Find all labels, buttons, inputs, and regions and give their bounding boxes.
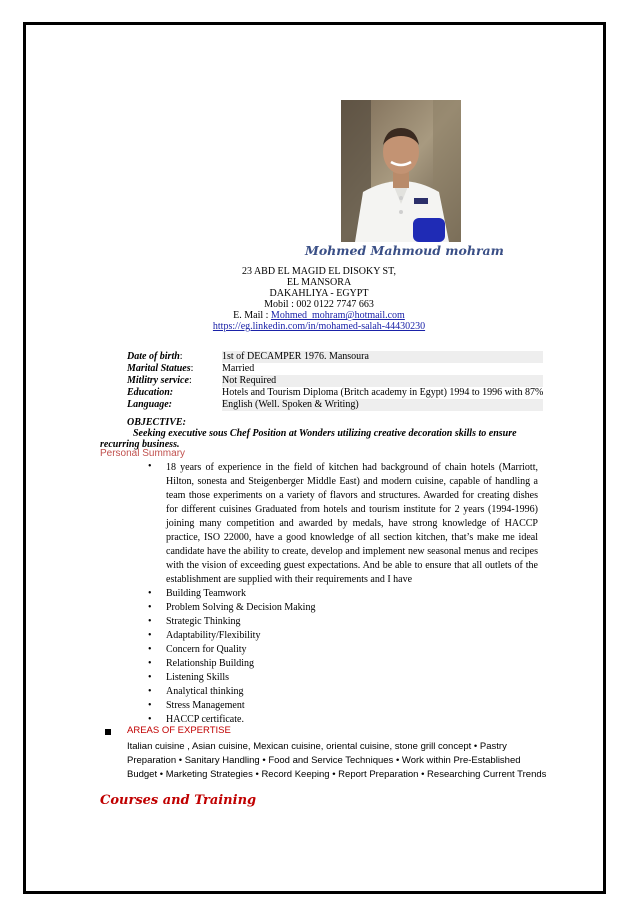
list-item: • Strategic Thinking (148, 616, 241, 627)
personal-summary-heading: Personal Summary (100, 448, 186, 459)
address-line-2: EL MANSORA (286, 277, 352, 288)
mobile-number: Mobil : 002 0122 7747 663 (264, 299, 374, 310)
summary-paragraph: 18 years of experience in the field of kitchen had background of chain hotels (Marriott, Hilton, sonesta and Steigenberger Middle East) and modern cuisine, capable of handling a team those experiments on a variety of flavors and structures. Awarded for creating dishes for different cuisines Graduated from hotels and tourism institute for 2 years (1994-1996) joining many competition and awarded by medals, have strong knowledge of HACCP practice, ISO 22000, have a good knowledge of all section kitchen, that’s make me ideal candidate have the ability to create, develop and implement new seasonal menus and recipes with the vision of exceeding guest expectations. And be able to ensure that all outlets of the establishment are supplied with their requirements and I have (166, 462, 538, 585)
bullet-icon: • (148, 686, 152, 697)
info-label: Education: (127, 387, 174, 398)
info-row (127, 363, 543, 375)
info-row (127, 375, 543, 387)
address-line-1: 23 ABD EL MAGID EL DISOKY ST, (242, 266, 396, 277)
list-item: • Concern for Quality (148, 644, 247, 655)
list-item: • Stress Management (148, 700, 245, 711)
areas-of-expertise-heading: AREAS OF EXPERTISE (127, 725, 231, 736)
info-row (127, 351, 543, 363)
info-value: 1st of DECAMPER 1976. Mansoura (222, 351, 543, 363)
bullet-icon: • (148, 714, 152, 725)
email-link[interactable]: Mohmed_mohram@hotmail.com (270, 310, 405, 321)
info-value: Not Required (222, 375, 543, 387)
bullet-icon: • (148, 672, 152, 683)
bullet-icon: • (148, 700, 152, 711)
courses-heading: Courses and Training (100, 793, 257, 808)
linkedin-link[interactable]: https://eg.linkedin.com/in/mohamed-salah-44430230 (212, 321, 426, 332)
list-item: • Listening Skills (148, 672, 230, 683)
email-label: E. Mail : (233, 310, 271, 321)
info-label: Language: (127, 399, 172, 410)
bullet-icon: • (148, 630, 152, 641)
bullet-icon: • (148, 644, 152, 655)
info-label: Mitlitry service: (127, 375, 192, 386)
skills-list (148, 587, 315, 727)
info-value: Hotels and Tourism Diploma (Britch academy in Egypt) 1994 to 1996 with 87% (222, 387, 544, 398)
info-label: Marital Statues: (127, 363, 194, 374)
linkedin-line (0, 321, 638, 332)
address-line-3: DAKAHLIYA - EGYPT (269, 288, 369, 299)
info-row (127, 387, 543, 399)
profile-photo (341, 100, 461, 242)
personal-info-table (127, 351, 543, 411)
info-label: Date of birth: (127, 351, 183, 362)
info-row (127, 399, 543, 411)
candidate-name: Mohmed Mahmoud mohram (305, 243, 504, 258)
objective-heading: OBJECTIVE: (127, 417, 186, 428)
list-item: • Adaptability/Flexibility (148, 630, 261, 641)
square-bullet-icon (105, 729, 111, 735)
list-item: • Relationship Building (148, 658, 255, 669)
bullet-icon: • (148, 588, 152, 599)
areas-of-expertise-text: Italian cuisine , Asian cuisine, Mexican cuisine, oriental cuisine, stone grill concept • Pastry Preparation • Sanitary Handling • Food and Service Techniques • Work within Pre-Established Budget • Marketing Strategies • Record Keeping • Report Preparation • Researching Current Trends (127, 741, 547, 780)
personal-summary (148, 461, 538, 587)
list-item: • Problem Solving & Decision Making (148, 602, 316, 613)
bullet-icon: • (148, 658, 152, 669)
bullet-icon: • (148, 602, 152, 613)
list-item: • Analytical thinking (148, 686, 244, 697)
bullet-icon: • (148, 616, 152, 627)
info-value: English (Well. Spoken & Writing) (222, 399, 543, 411)
list-item: • Building Teamwork (148, 588, 246, 599)
list-item: • HACCP certificate. (148, 714, 244, 725)
email-line (0, 310, 638, 321)
bullet-icon: • (148, 461, 152, 472)
info-value: Married (222, 363, 255, 374)
objective-text: Seeking executive sous Chef Position at Wonders utilizing creative decoration skills to ensure recurring business. (100, 428, 517, 450)
